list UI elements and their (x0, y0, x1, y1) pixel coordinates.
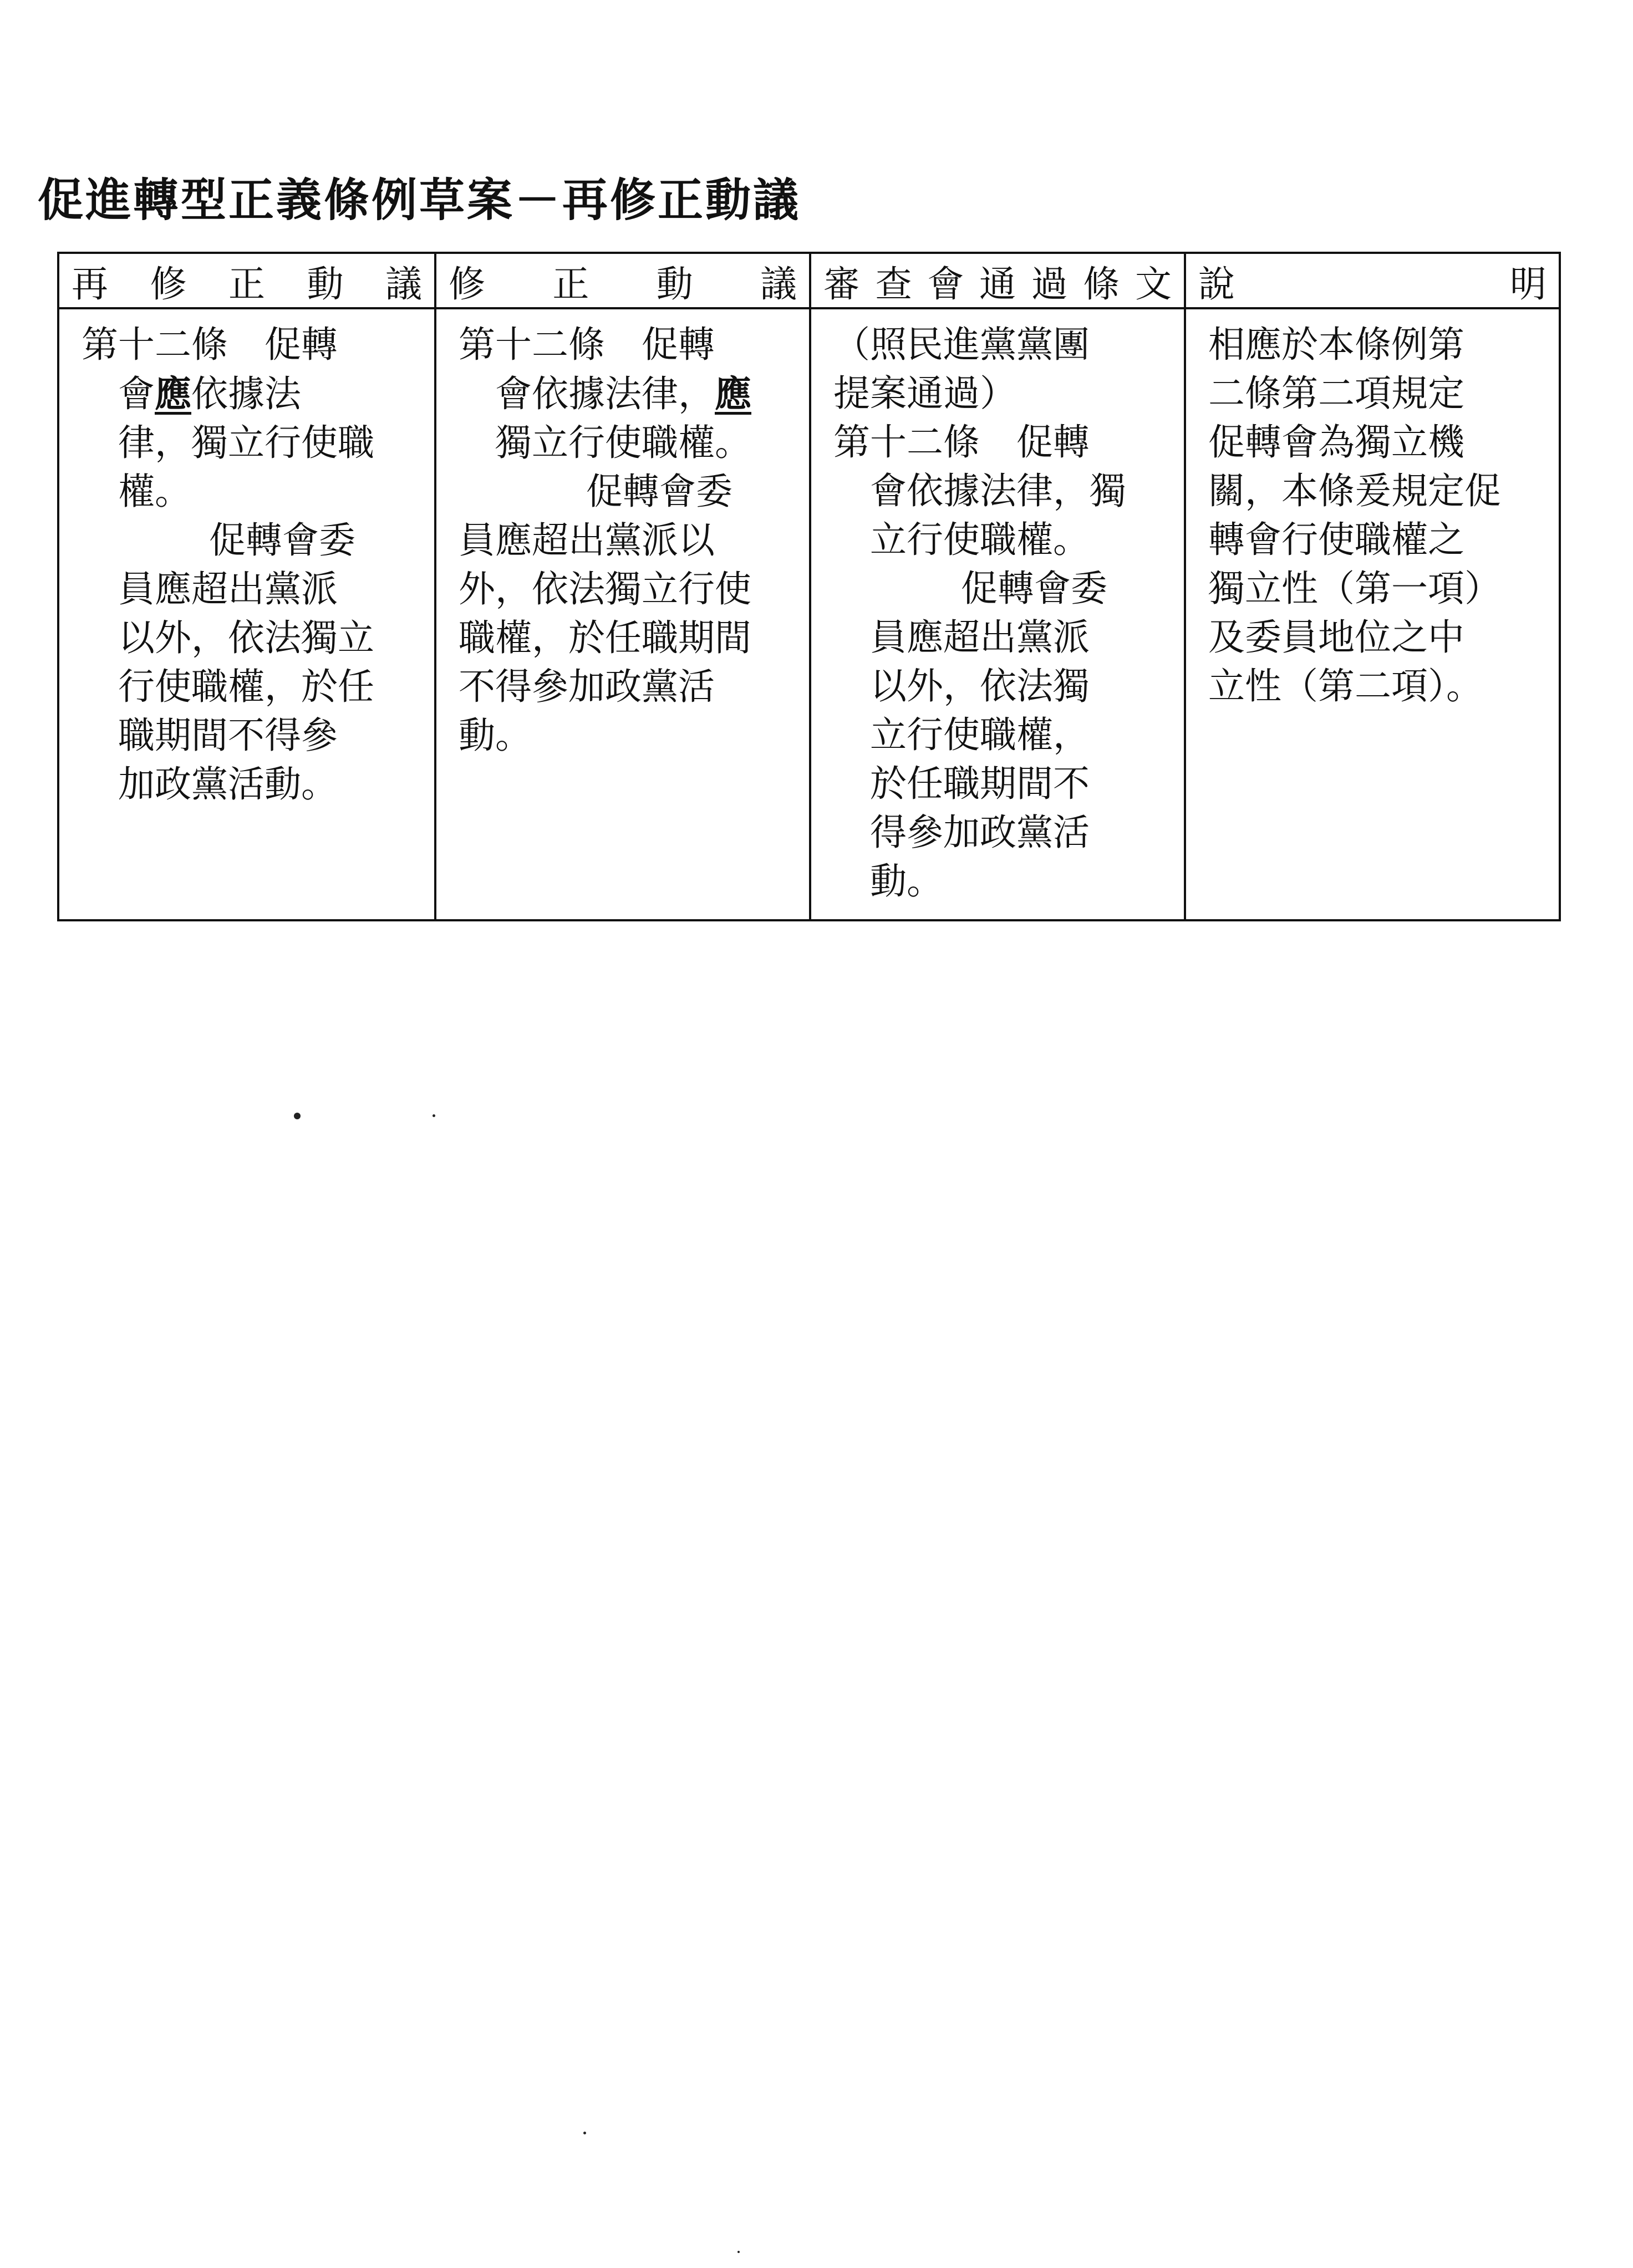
article-12-row (58, 308, 1560, 920)
scan-speck (294, 1113, 301, 1119)
scan-speck (583, 2132, 586, 2134)
header-amendment-motion: 修 正 動 議 (435, 253, 810, 308)
cell-committee-text: （照民進黨黨團 提案通過） 第十二條 促轉 會依據法律，獨 立行使職權。 促轉會委 員應超出黨派 以外，依法獨 立行使職權， 於任職期間不 得參加政黨活 動。 (810, 308, 1185, 920)
header-explanation: 說 明 (1185, 253, 1560, 308)
header-committee-text: 審 查 會 通 過 條 文 (810, 253, 1185, 308)
cell-amendment-motion: 第十二條 促轉 會依據法律，應 獨立行使職權。 促轉會委 員應超出黨派以 外，依法獨立行使 職權，於任職期間 不得參加政黨活 動。 (435, 308, 810, 920)
header-row (58, 253, 1560, 308)
comparison-table (57, 252, 1561, 921)
page-title: 促進轉型正義條例草案－再修正動議 (38, 174, 801, 227)
cell-explanation: 相應於本條例第 二條第二項規定 促轉會為獨立機 關，本條爰規定促 轉會行使職權之 獨立性（第一項） 及委員地位之中 立性（第二項）。 (1185, 308, 1560, 920)
scan-speck (433, 1114, 435, 1117)
underlined-word: 應 (715, 372, 751, 415)
scan-speck (737, 2251, 740, 2253)
underlined-word: 應 (155, 372, 191, 415)
cell-resubmitted-motion: 第十二條 促轉 會應依據法 律，獨立行使職 權。 促轉會委 員應超出黨派 以外，依法獨立 行使職權，於任 職期間不得參 加政黨活動。 (58, 308, 435, 920)
header-resubmitted-motion: 再 修 正 動 議 (58, 253, 435, 308)
